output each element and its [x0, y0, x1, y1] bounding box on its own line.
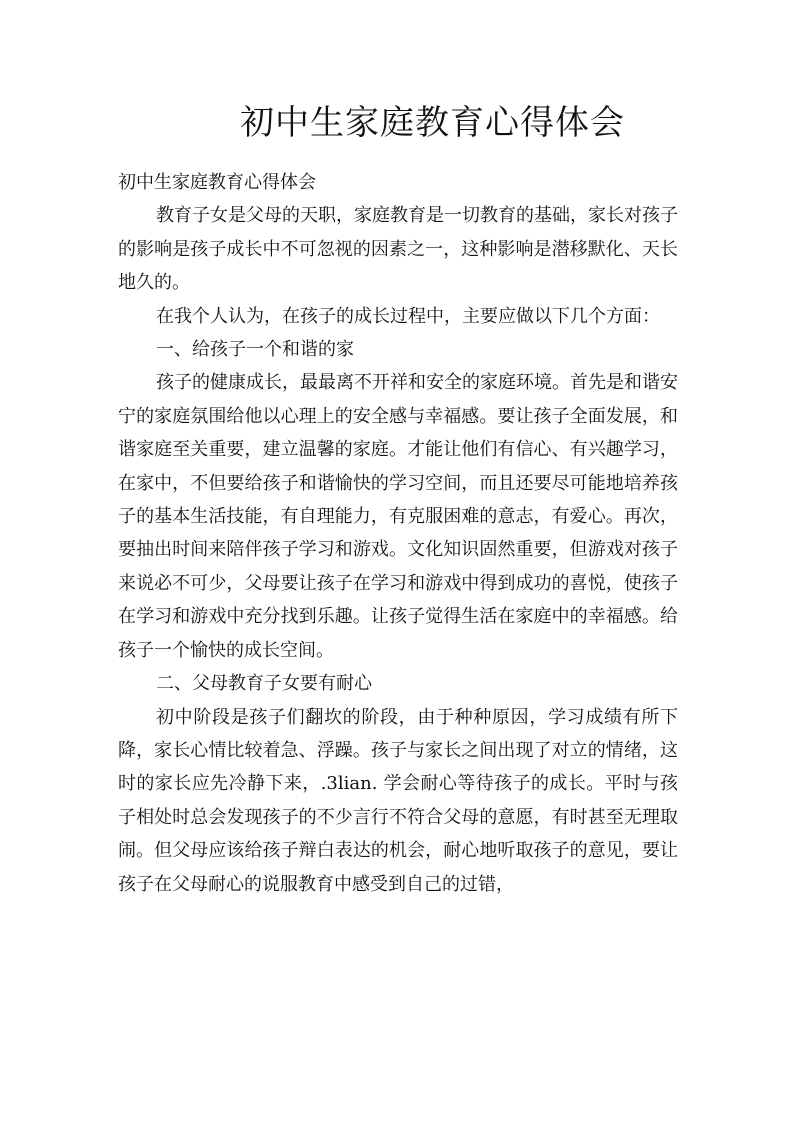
section-text-patience: 初中阶段是孩子们翻坎的阶段，由于种种原因，学习成绩有所下降，家长心情比较着急、浮躁。孩子与家长之间出现了对立的情绪，这时的家长应先冷静下来，.3lian. 学会耐心等待孩子的成长。平时与孩子相处时总会发现孩子的不少言行不符合父母的意愿，有时甚至无理取闹。但父母应该给孩子辩白表达的机会，耐心地听取孩子的意见，要让孩子在父母耐心的说服教育中感受到自己的过错，	[118, 706, 678, 895]
section-text-harmonious-home: 孩子的健康成长，最最离不开祥和安全的家庭环境。首先是和谐安宁的家庭氛围给他以心理上的安全感与幸福感。要让孩子全面发展，和谐家庭至关重要，建立温馨的家庭。才能让他们有信心、有兴趣学习，在家中，不但要给孩子和谐愉快的学习空间，而且还要尽可能地培养孩子的基本生活技能，有自理能力，有克服困难的意志，有爱心。再次，要抽出时间来陪伴孩子学习和游戏。文化知识固然重要，但游戏对孩子来说必不可少，父母要让孩子在学习和游戏中得到成功的喜悦，使孩子在学习和游戏中充分找到乐趣。让孩子觉得生活在家庭中的幸福感。给孩子一个愉快的成长空间。	[118, 372, 678, 661]
intro-paragraph: 教育子女是父母的天职，家庭教育是一切教育的基础，家长对孩子的影响是孩子成长中不可忽视的因素之一，这种影响是潜移默化、天长地久的。	[118, 205, 678, 294]
outline-paragraph: 在我个人认为，在孩子的成长过程中，主要应做以下几个方面：	[156, 305, 660, 327]
document-body	[118, 166, 678, 901]
section-heading-patience: 二、父母教育子女要有耐心	[156, 673, 372, 695]
section-heading-harmonious-home: 一、给孩子一个和谐的家	[156, 339, 354, 361]
document-title: 初中生家庭教育心得体会	[240, 103, 625, 143]
document-subtitle: 初中生家庭教育心得体会	[118, 172, 316, 193]
